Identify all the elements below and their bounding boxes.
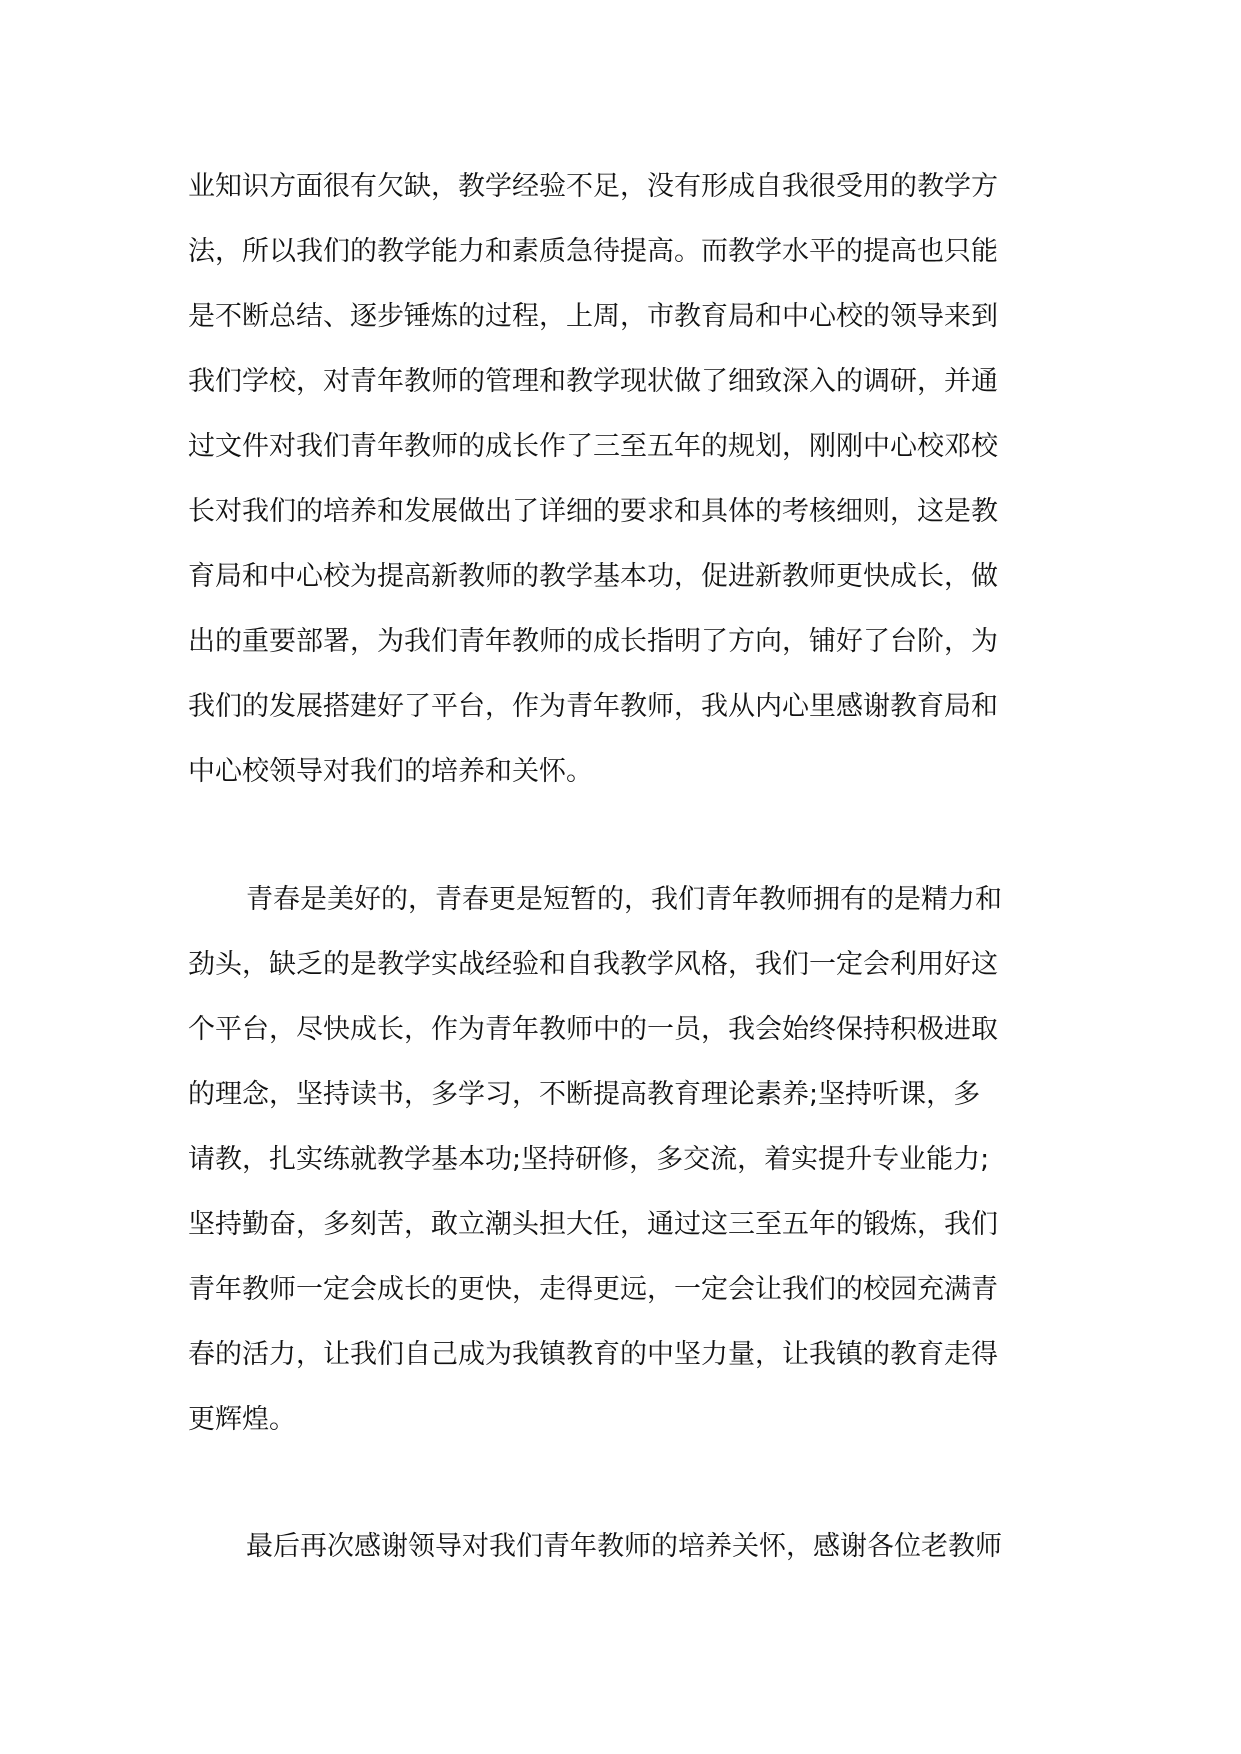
paragraph-line: 春的活力，让我们自己成为我镇教育的中坚力量，让我镇的教育走得 (188, 1339, 998, 1370)
paragraph-line: 青年教师一定会成长的更快，走得更远，一定会让我们的校园充满青 (188, 1274, 998, 1305)
paragraph-line: 我们的发展搭建好了平台，作为青年教师，我从内心里感谢教育局和 (188, 691, 998, 722)
paragraph-line: 劲头，缺乏的是教学实战经验和自我教学风格，我们一定会利用好这 (188, 949, 998, 980)
paragraph-line: 法，所以我们的教学能力和素质急待提高。而教学水平的提高也只能 (188, 236, 998, 267)
paragraph-line: 个平台，尽快成长，作为青年教师中的一员，我会始终保持积极进取 (188, 1014, 998, 1045)
paragraph-2 (188, 867, 1058, 1452)
paragraph-line: 业知识方面很有欠缺，教学经验不足，没有形成自我很受用的教学方 (188, 171, 998, 202)
paragraph-line: 请教，扎实练就教学基本功;坚持研修，多交流，着实提升专业能力; (188, 1144, 990, 1175)
paragraph-line: 坚持勤奋，多刻苦，敢立潮头担大任，通过这三至五年的锻炼，我们 (188, 1209, 998, 1240)
paragraph-line: 长对我们的培养和发展做出了详细的要求和具体的考核细则，这是教 (188, 496, 998, 527)
paragraph-line: 中心校领导对我们的培养和关怀。 (188, 756, 593, 787)
paragraph-line: 更辉煌。 (188, 1404, 296, 1435)
paragraph-line: 出的重要部署，为我们青年教师的成长指明了方向，铺好了台阶，为 (188, 626, 998, 657)
paragraph-line: 过文件对我们青年教师的成长作了三至五年的规划，刚刚中心校邓校 (188, 431, 998, 462)
paragraph-line: 育局和中心校为提高新教师的教学基本功，促进新教师更快成长，做 (188, 561, 998, 592)
paragraph-line: 的理念，坚持读书，多学习，不断提高教育理论素养;坚持听课，多 (188, 1079, 981, 1110)
paragraph-line: 我们学校，对青年教师的管理和教学现状做了细致深入的调研，并通 (188, 366, 998, 397)
paragraph-3 (188, 1514, 1058, 1579)
paragraph-1 (188, 154, 1058, 804)
paragraph-line: 是不断总结、逐步锤炼的过程，上周，市教育局和中心校的领导来到 (188, 301, 998, 332)
paragraph-line: 最后再次感谢领导对我们青年教师的培养关怀，感谢各位老教师 (246, 1531, 1002, 1562)
paragraph-line: 青春是美好的，青春更是短暂的，我们青年教师拥有的是精力和 (246, 884, 1002, 915)
